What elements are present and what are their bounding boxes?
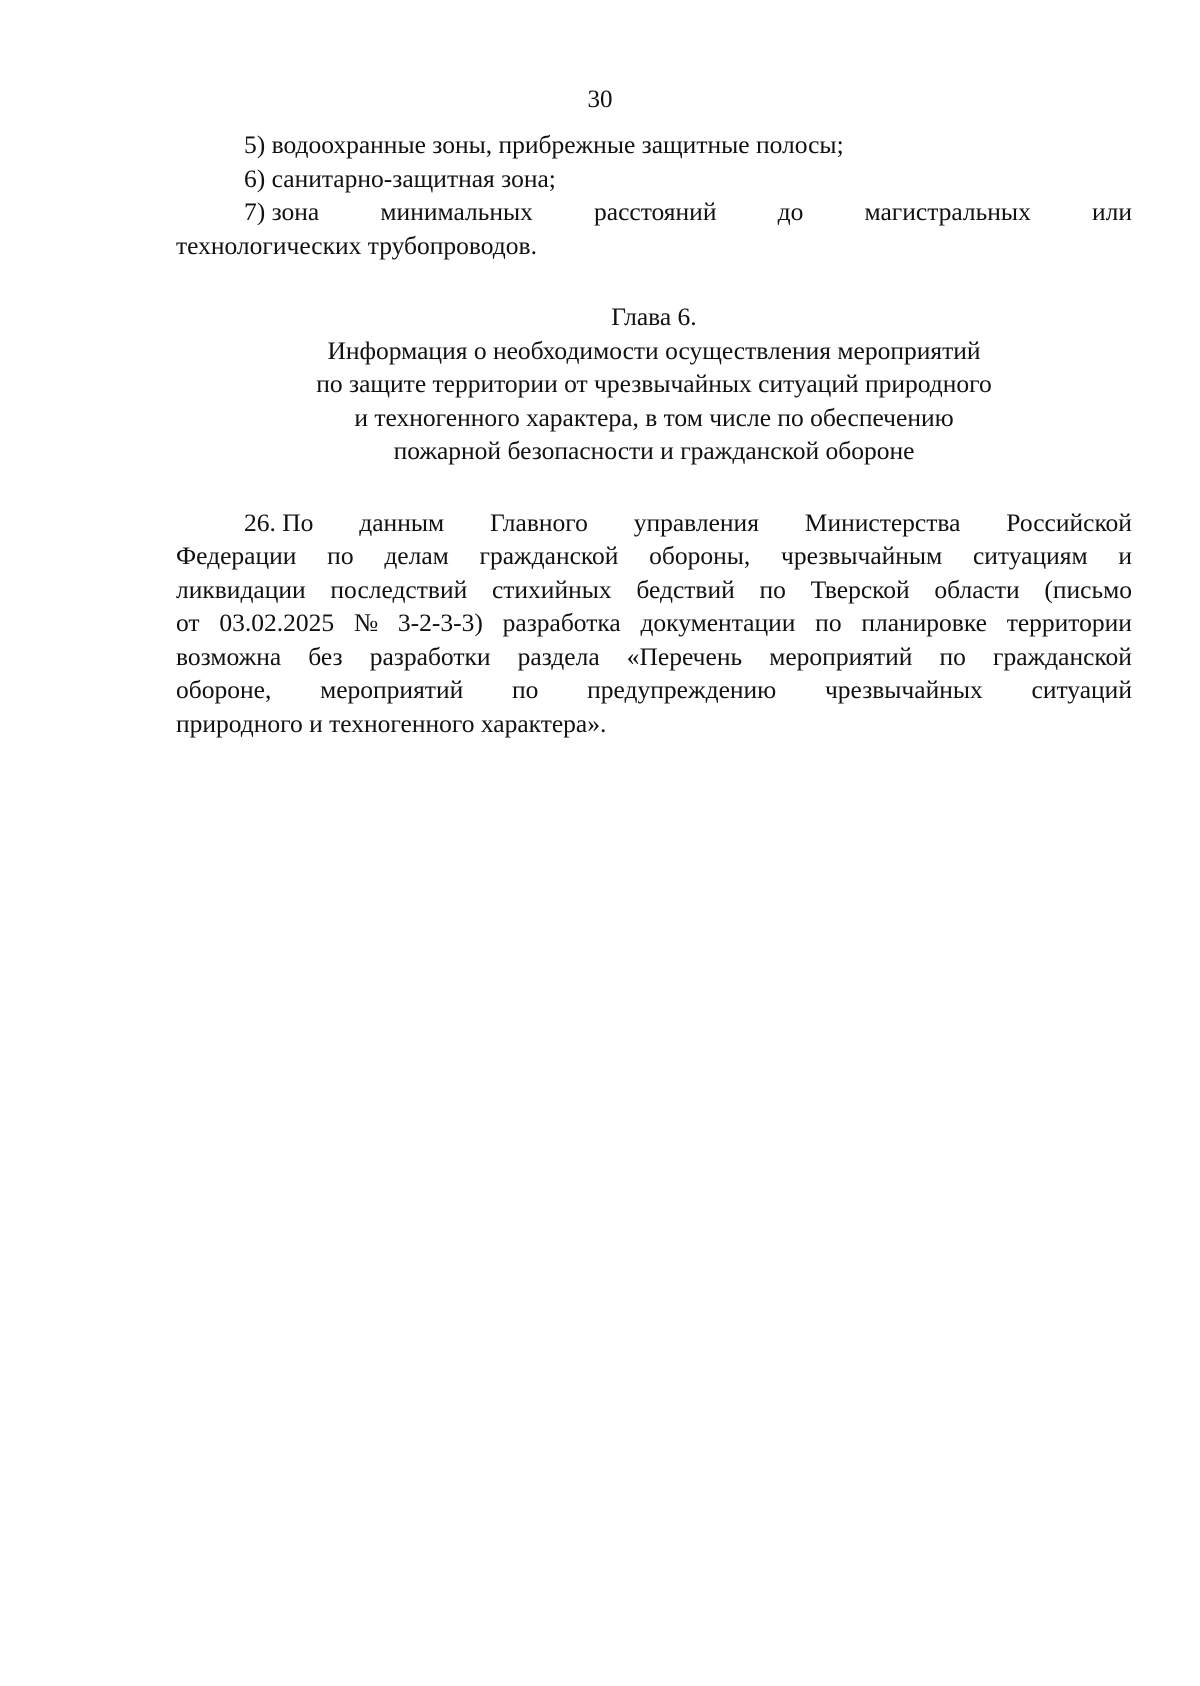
word: бедствий [636, 574, 735, 604]
list-item-6: 6) санитарно-защитная зона; [244, 163, 556, 193]
word: возможна [176, 641, 282, 671]
word: данным [359, 507, 445, 537]
list-items [176, 128, 1132, 262]
paragraph-line-6 [176, 673, 1132, 707]
word: по [815, 608, 842, 637]
list-item-7-line-2: технологических трубопроводов. [176, 230, 537, 260]
word: 26. По [244, 507, 314, 537]
chapter-title-line: по защите территории от чрезвычайных ситуаций природного [316, 369, 992, 398]
word: Федерации [176, 541, 297, 570]
word: по [939, 641, 966, 671]
word: планировке [861, 608, 987, 637]
word: по [759, 574, 786, 604]
word: (письмо [1044, 574, 1132, 604]
chapter-heading [176, 300, 1132, 468]
word: разработки [369, 641, 491, 671]
word: магистральных [864, 197, 1031, 226]
word: гражданской [479, 541, 619, 570]
word: № [353, 608, 379, 637]
word: предупреждению [587, 675, 777, 704]
word: 7) зона [244, 197, 320, 226]
paragraph-line-4 [176, 606, 1132, 640]
paragraph-line-5 [176, 640, 1132, 674]
word: Российской [1006, 507, 1132, 537]
paragraph-line-3 [176, 573, 1132, 607]
word: без [308, 641, 343, 671]
word: документации [640, 608, 796, 637]
word: расстояний [594, 197, 717, 226]
word: делам [384, 541, 449, 570]
paragraph-line-2 [176, 539, 1132, 573]
word: Тверской [810, 574, 910, 604]
list-item-7-line-1 [176, 195, 1132, 229]
word: по [512, 675, 539, 704]
word: по [327, 541, 354, 570]
word: чрезвычайных [824, 675, 983, 704]
list-item-5: 5) водоохранные зоны, прибрежные защитные полосы; [244, 130, 844, 159]
word: минимальных [380, 197, 533, 226]
word: обороне, [176, 675, 272, 704]
word: и [1118, 541, 1132, 570]
word: мероприятий [769, 641, 913, 671]
word: мероприятий [320, 675, 464, 704]
paragraph-line-1 [176, 506, 1132, 540]
chapter-title-line: Информация о необходимости осуществления мероприятий [327, 335, 981, 365]
word: ситуациям [972, 541, 1088, 570]
word: 03.02.2025 [219, 608, 335, 637]
word: гражданской [993, 641, 1132, 671]
page-content [176, 128, 1132, 740]
word: территории [1006, 608, 1132, 637]
chapter-title-line: пожарной безопасности и гражданской обороне [393, 436, 915, 465]
word: от [176, 608, 200, 637]
word: 3-2-3-3) [397, 608, 483, 637]
word: стихийных [491, 574, 612, 604]
word: последствий [330, 574, 468, 604]
chapter-title-line: и техногенного характера, в том числе по обеспечению [354, 402, 954, 432]
paragraph-line-7: природного и техногенного характера». [176, 708, 607, 738]
word: разработка [502, 608, 621, 637]
word: области [934, 574, 1020, 604]
word: обороны, [649, 541, 751, 570]
word: «Перечень [626, 641, 743, 671]
word: Министерства [804, 507, 961, 537]
word: или [1091, 197, 1132, 226]
word: раздела [517, 641, 600, 671]
word: ликвидации [176, 574, 306, 604]
word: ситуаций [1031, 675, 1132, 704]
word: чрезвычайным [781, 541, 943, 570]
paragraph-26 [176, 506, 1132, 741]
page-number: 30 [587, 86, 613, 113]
chapter-label: Глава 6. [611, 302, 697, 331]
word: управления [633, 507, 759, 537]
word: до [777, 197, 804, 226]
word: Главного [489, 507, 588, 537]
